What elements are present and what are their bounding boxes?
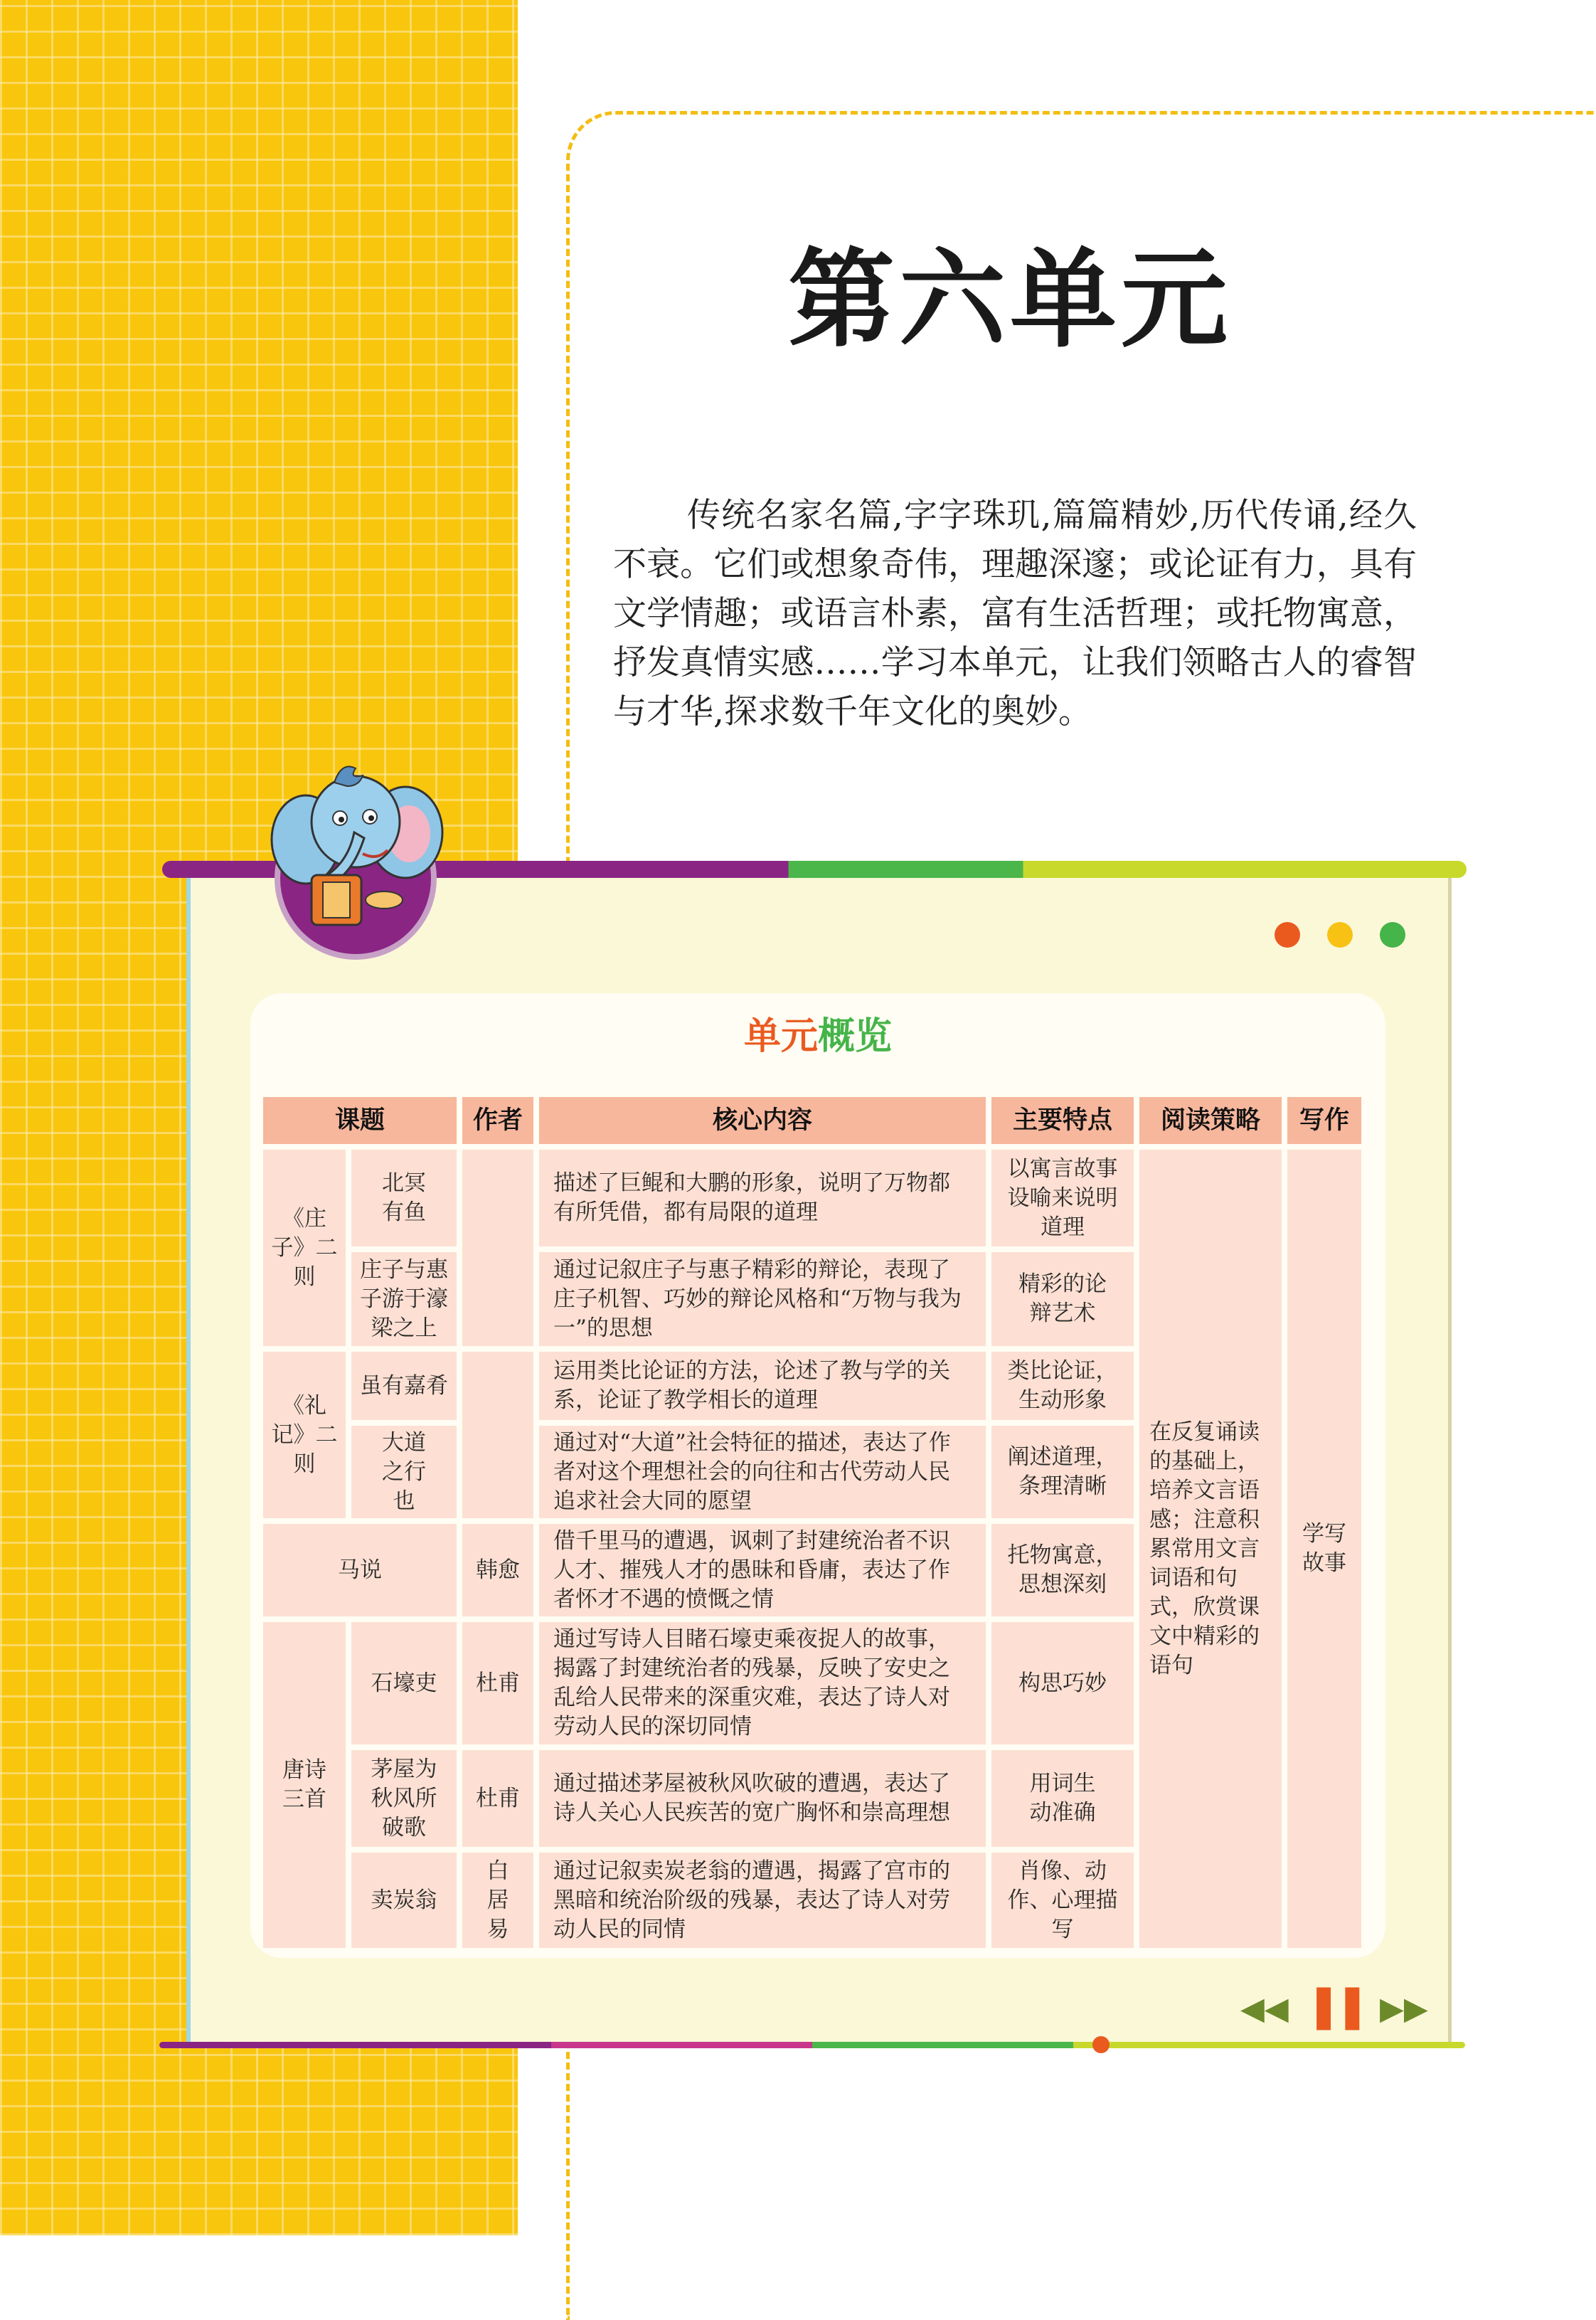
lesson-title: 石壕吏 xyxy=(351,1622,457,1744)
lesson-content: 通过描述茅屋被秋风吹破的遭遇，表达了诗人关心人民疾苦的宽广胸怀和崇高理想 xyxy=(539,1750,986,1847)
lesson-title: 大道之行也 xyxy=(351,1426,457,1518)
lesson-feature: 精彩的论辩艺术 xyxy=(991,1252,1134,1346)
lesson-author: 白居易 xyxy=(462,1853,533,1948)
lesson-content: 通过记叙庄子与惠子精彩的辩论，表现了庄子机智、巧妙的辩论风格和“万物与我为一”的思想 xyxy=(539,1252,986,1346)
previous-button[interactable]: ◀◀ xyxy=(1240,1991,1289,2027)
header-strategy: 阅读策略 xyxy=(1139,1097,1282,1144)
group-liji: 《礼记》二则 xyxy=(263,1352,346,1518)
pause-button[interactable]: ❚❚ xyxy=(1306,1981,1363,2030)
lesson-title: 北冥有鱼 xyxy=(351,1150,457,1246)
group-zhuangzi: 《庄子》二则 xyxy=(263,1150,346,1346)
lesson-author: 杜甫 xyxy=(462,1750,533,1847)
lesson-author: 韩愈 xyxy=(462,1524,533,1616)
lesson-content: 借千里马的遭遇，讽刺了封建统治者不识人才、摧残人才的愚昧和昏庸，表达了作者怀才不遇的愤慨之情 xyxy=(539,1524,986,1616)
overview-table xyxy=(263,1097,1363,1948)
lesson-title: 茅屋为秋风所破歌 xyxy=(351,1750,457,1847)
intro-paragraph: 传统名家名篇,字字珠玑,篇篇精妙,历代传诵,经久不衰。它们或想象奇伟，理趣深邃；或论证有力，具有文学情趣；或语言朴素，富有生活哲理；或托物寓意，抒发真情实感……学习本单元，让我们领略古人的睿智与才华,探求数千年文化的奥妙。 xyxy=(613,496,1417,731)
header-author: 作者 xyxy=(462,1097,533,1144)
lesson-content: 描述了巨鲲和大鹏的形象，说明了万物都有所凭借，都有局限的道理 xyxy=(539,1150,986,1246)
lesson-author xyxy=(462,1352,533,1518)
lesson-feature: 类比论证，生动形象 xyxy=(991,1352,1134,1420)
lesson-title: 马说 xyxy=(263,1524,457,1616)
window-dot-red xyxy=(1275,922,1300,948)
window-dot-green xyxy=(1380,922,1405,948)
lesson-feature: 托物寓意，思想深刻 xyxy=(991,1524,1134,1616)
lesson-author xyxy=(462,1150,533,1346)
lesson-title: 卖炭翁 xyxy=(351,1853,457,1948)
lesson-feature: 构思巧妙 xyxy=(991,1622,1134,1744)
page-title: 第六单元 xyxy=(787,238,1232,362)
window-dot-yellow xyxy=(1327,922,1353,948)
overview-title: 单元概览 xyxy=(743,1015,893,1058)
lesson-feature: 以寓言故事设喻来说明道理 xyxy=(991,1150,1134,1246)
reading-strategy: 在反复诵读的基础上，培养文言语感；注意积累常用文言词语和句式，欣赏课文中精彩的语句 xyxy=(1139,1150,1282,1948)
lesson-title: 庄子与惠子游于濠梁之上 xyxy=(351,1252,457,1346)
lesson-content: 通过写诗人目睹石壕吏乘夜捉人的故事，揭露了封建统治者的残暴，反映了安史之乱给人民带来的深重灾难，表达了诗人对劳动人民的深切同情 xyxy=(539,1622,986,1744)
header-title: 课题 xyxy=(263,1097,457,1144)
progress-bar xyxy=(159,2042,1465,2048)
lesson-content: 通过对“大道”社会特征的描述，表达了作者对这个理想社会的向往和古代劳动人民追求社会大同的愿望 xyxy=(539,1426,986,1518)
lesson-feature: 肖像、动作、心理描写 xyxy=(991,1853,1134,1948)
lesson-content: 通过记叙卖炭老翁的遭遇，揭露了宫市的黑暗和统治阶级的残暴，表达了诗人对劳动人民的同情 xyxy=(539,1853,986,1948)
progress-handle[interactable] xyxy=(1092,2036,1110,2053)
lesson-content: 运用类比论证的方法，论述了教与学的关系，论证了教学相长的道理 xyxy=(539,1352,986,1420)
lesson-feature: 用词生动准确 xyxy=(991,1750,1134,1847)
header-writing: 写作 xyxy=(1287,1097,1361,1144)
lesson-title: 虽有嘉肴 xyxy=(351,1352,457,1420)
lesson-feature: 阐述道理，条理清晰 xyxy=(991,1426,1134,1518)
next-button[interactable]: ▶▶ xyxy=(1380,1991,1428,2027)
lesson-author: 杜甫 xyxy=(462,1622,533,1744)
header-content: 核心内容 xyxy=(539,1097,986,1144)
elephant-mascot-icon xyxy=(263,754,462,960)
header-feature: 主要特点 xyxy=(991,1097,1134,1144)
writing-task: 学写故事 xyxy=(1287,1150,1361,1948)
group-tangshi: 唐诗三首 xyxy=(263,1622,346,1948)
